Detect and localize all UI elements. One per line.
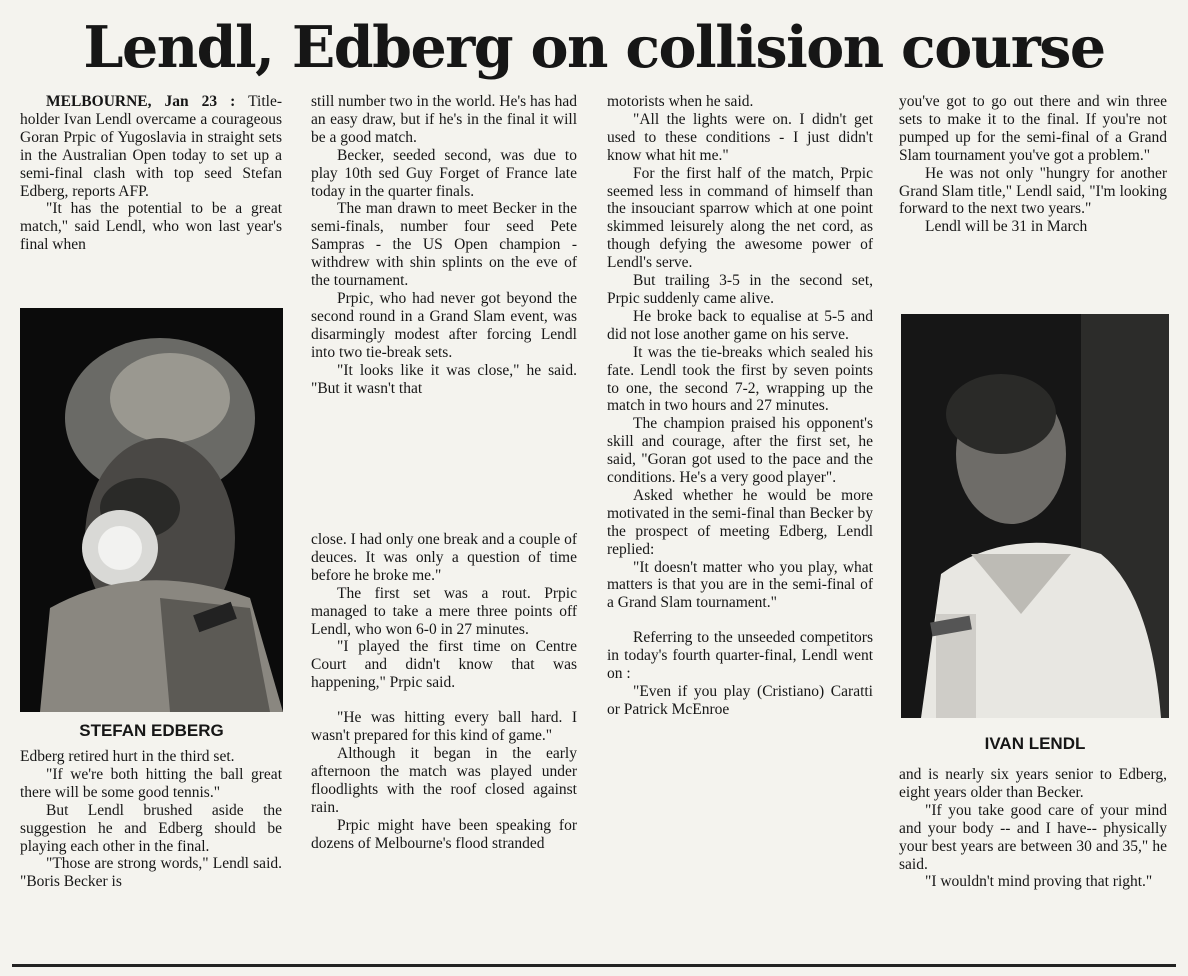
dateline: MELBOURNE, Jan 23 :	[46, 93, 236, 110]
paragraph: Referring to the unseeded competitors in today's fourth quarter-final, Lendl went on :	[607, 629, 873, 683]
paragraph: But Lendl brushed aside the suggestion he and Edberg should be playing each other in the final.	[20, 801, 282, 855]
paragraph: "Those are strong words," Lendl said. "Boris Becker is	[20, 855, 282, 891]
paragraph: "It doesn't matter who you play, what matters is that you are in the semi-final of a Grand Slam tournament."	[607, 558, 873, 612]
paragraph: and is nearly six years senior to Edberg, eight years older than Becker.	[899, 766, 1167, 801]
paragraph: Prpic, who had never got beyond the second round in a Grand Slam event, was disarmingly modest after forcing Lendl into two tie-break sets.	[311, 289, 577, 361]
paragraph: Becker, seeded second, was due to play 10th sed Guy Forget of France late today in the quarter finals.	[311, 146, 577, 200]
photo-caption-edberg: STEFAN EDBERG	[79, 721, 224, 740]
photo-stefan-edberg	[20, 308, 283, 712]
paragraph: "I wouldn't mind proving that right."	[925, 873, 1153, 891]
paragraph: It was the tie-breaks which sealed his fate. Lendl took the first by seven points to one, the second 7-2, wrapping up the match in two hours and 27 minutes.	[607, 343, 873, 415]
paragraph: motorists when he said.	[607, 93, 754, 110]
paragraph: close. I had only one break and a couple of deuces. It was only a question of time before he broke me."	[311, 531, 577, 584]
paragraph: "If you take good care of your mind and your body -- and I have-- physically your best years are between 30 and 35," he said.	[899, 801, 1167, 873]
paragraph: "If we're both hitting the ball great there will be some good tennis."	[20, 765, 282, 801]
paragraph: Edberg retired hurt in the third set.	[20, 748, 235, 765]
paragraph: "It has the potential to be a great match," said Lendl, who won last year's final when	[20, 200, 282, 254]
paragraph-text: Title-holder Ivan Lendl overcame a courageous Goran Prpic of Yugoslavia in straight sets in the Australian Open today to set up a semi-final clash with top seed Stefan Edberg, reports AFP.	[20, 93, 282, 200]
article-column-1	[20, 93, 282, 254]
paragraph: For the first half of the match, Prpic seemed less in command of himself than the insouciant sparrow which at one point skimmed leisurely along the net cord, as though defying the awesome power of Lendl's serve.	[607, 164, 873, 272]
paragraph: He broke back to equalise at 5-5 and did not lose another game on his serve.	[607, 307, 873, 343]
paragraph: The man drawn to meet Becker in the semi-finals, number four seed Pete Sampras - the US Open champion - withdrew with shin splints on the eve of the tournament.	[311, 200, 577, 290]
paragraph: "Even if you play (Cristiano) Caratti or Patrick McEnroe	[607, 683, 873, 718]
bottom-rule	[12, 964, 1176, 967]
article-column-2-continued	[311, 531, 577, 852]
paragraph: "He was hitting every ball hard. I wasn't prepared for this kind of game."	[311, 709, 577, 745]
paragraph: "All the lights were on. I didn't get used to these conditions - I just didn't know what hit me."	[607, 110, 873, 164]
paragraph	[20, 93, 282, 200]
paragraph: you've got to go out there and win three sets to make it to the final. If you're not pumped up for the semi-final of a Grand Slam tournament you've got a problem."	[899, 93, 1167, 164]
photo-caption-lendl: IVAN LENDL	[984, 734, 1086, 753]
paragraph: Prpic might have been speaking for dozens of Melbourne's flood stranded	[311, 816, 577, 852]
edberg-photo-image	[20, 308, 283, 712]
lendl-photo-image	[901, 314, 1169, 718]
article-column-4-continued	[899, 766, 1167, 891]
paragraph: Asked whether he would be more motivated in the semi-final than Becker by the prospect of meeting Edberg, Lendl replied:	[607, 486, 873, 558]
paragraph: He was not only "hungry for another Grand Slam title," Lendl said, "I'm looking forward to the next two years."	[899, 164, 1167, 218]
paragraph: "It looks like it was close," he said. "But it wasn't that	[311, 361, 577, 397]
paragraph: "I played the first time on Centre Court and didn't know that was happening," Prpic said.	[311, 638, 577, 692]
photo-ivan-lendl	[901, 314, 1169, 718]
paragraph: still number two in the world. He's has had an easy draw, but if he's in the final it will be a good match.	[311, 93, 577, 146]
article-column-4	[899, 93, 1167, 236]
article-column-3	[607, 93, 873, 719]
paragraph: The champion praised his opponent's skill and courage, after the first set, he said, "Goran got used to the pace and the conditions. He's a very good player".	[607, 415, 873, 487]
paragraph: The first set was a rout. Prpic managed to take a mere three points off Lendl, who won 6-0 in 27 minutes.	[311, 584, 577, 638]
headline: Lendl, Edberg on collision course	[83, 14, 1105, 81]
paragraph: But trailing 3-5 in the second set, Prpic suddenly came alive.	[607, 272, 873, 307]
article-column-2	[311, 93, 577, 397]
paragraph: Although it began in the early afternoon the match was played under floodlights with the roof closed against rain.	[311, 744, 577, 816]
article-column-1-continued	[20, 748, 282, 891]
paragraph: Lendl will be 31 in March	[925, 218, 1088, 236]
